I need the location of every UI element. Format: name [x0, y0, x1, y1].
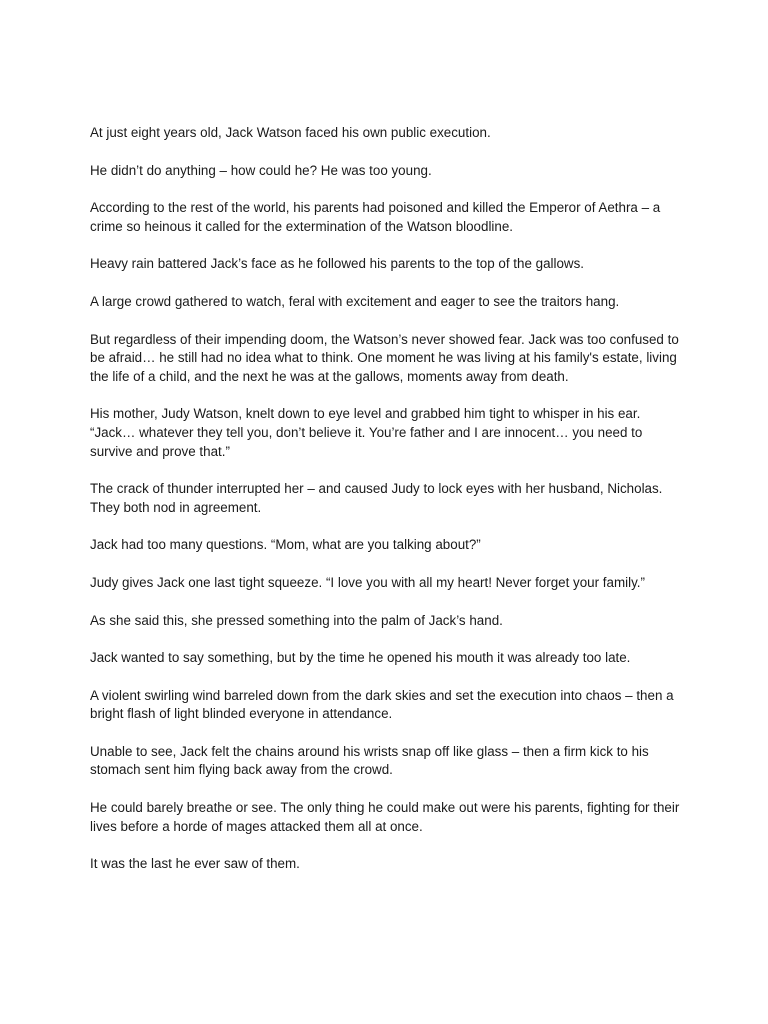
paragraph: Jack had too many questions. “Mom, what are you talking about?”	[90, 537, 481, 553]
paragraph: As she said this, she pressed something into the palm of Jack’s hand.	[90, 612, 503, 628]
paragraph: He could barely breathe or see. The only thing he could make out were his parents, fighting for their lives before a horde of mages attacked them all at once.	[90, 800, 680, 834]
paragraph: It was the last he ever saw of them.	[90, 856, 300, 872]
paragraph: A violent swirling wind barreled down from the dark skies and set the execution into chaos – then a bright flash of light blinded everyone in attendance.	[90, 687, 674, 722]
paragraph: Jack wanted to say something, but by the time he opened his mouth it was already too late.	[90, 650, 631, 666]
paragraph: His mother, Judy Watson, knelt down to eye level and grabbed him tight to whisper in his ear. “Jack… whatever they tell you, don’t believe it. You’re father and I are innocent… you need to survive and prove that.”	[90, 406, 643, 459]
paragraph: But regardless of their impending doom, the Watson’s never showed fear. Jack was too confused to be afraid… he still had no idea what to think. One moment he was living at his family's estate, living the life of a child, and the next he was at the gallows, moments away from death.	[90, 331, 679, 384]
paragraph: At just eight years old, Jack Watson faced his own public execution.	[90, 125, 491, 140]
paragraph: He didn’t do anything – how could he? He was too young.	[90, 162, 432, 178]
paragraph: The crack of thunder interrupted her – and caused Judy to lock eyes with her husband, Nicholas. They both nod in agreement.	[90, 481, 663, 515]
document-page	[90, 124, 682, 893]
paragraph: According to the rest of the world, his parents had poisoned and killed the Emperor of Aethra – a crime so heinous it called for the extermination of the Watson bloodline.	[90, 200, 661, 234]
paragraph: A large crowd gathered to watch, feral with excitement and eager to see the traitors hang.	[90, 293, 620, 309]
paragraph: Heavy rain battered Jack’s face as he followed his parents to the top of the gallows.	[90, 256, 585, 272]
paragraph: Judy gives Jack one last tight squeeze. “I love you with all my heart! Never forget your family.”	[90, 574, 645, 590]
paragraph: Unable to see, Jack felt the chains around his wrists snap off like glass – then a firm kick to his stomach sent him flying back away from the crowd.	[90, 743, 649, 778]
